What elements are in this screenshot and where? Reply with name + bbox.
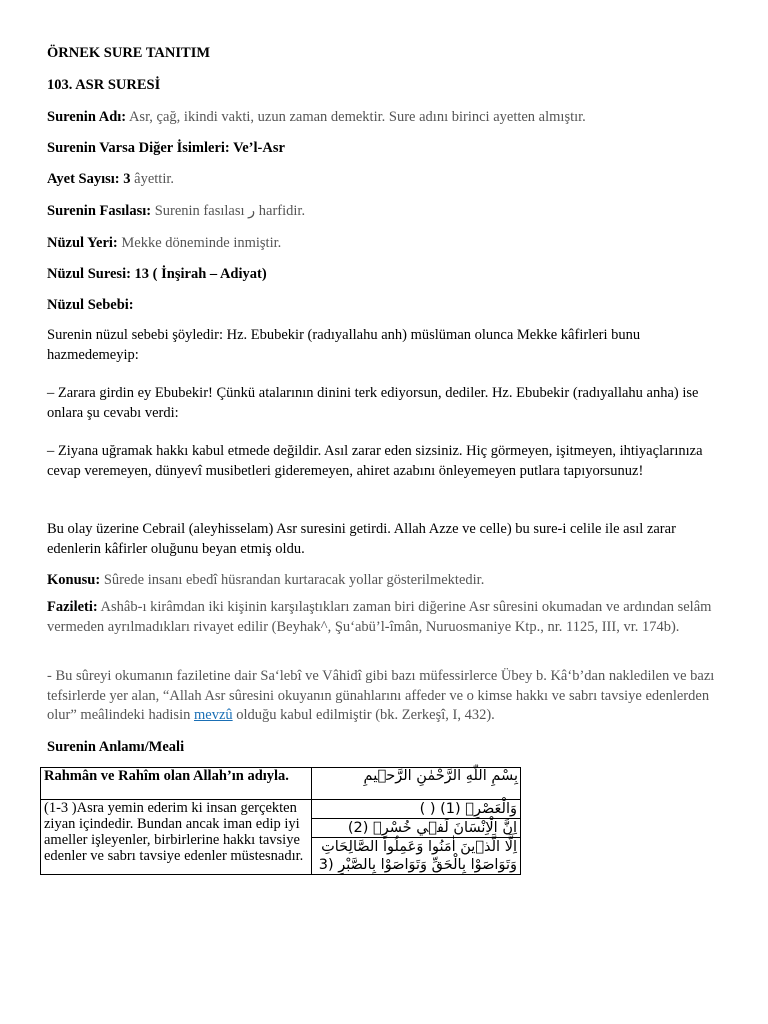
ayah-line: اِلَّا الَّذ۪ينَ اٰمَنُوا وَعَمِلُوا الصَّالِحَاتِ bbox=[321, 839, 517, 855]
info-nuzul-sebebi: Nüzul Sebebi: bbox=[47, 297, 134, 313]
info-nuzul-yeri: Nüzul Yeri: Mekke döneminde inmiştir. bbox=[47, 235, 282, 251]
table-cell-arabic: بِسْمِ اللّٰهِ الرَّحْمٰنِ الرَّح۪يمِ bbox=[312, 768, 521, 800]
table-row bbox=[41, 800, 521, 875]
ayah-line: وَتَوَاصَوْا بِالْحَقِّ وَتَوَاصَوْا بِالصَّبْرِ (3 bbox=[318, 857, 517, 873]
info-ayet-sayisi: Ayet Sayısı: 3 âyettir. bbox=[47, 171, 175, 187]
sebep-paragraph: Surenin nüzul sebebi şöyledir: Hz. Ebubekir (radıyallahu anh) müslüman olunca Mekke kâfirleri bunu hazmedemeyip: bbox=[47, 327, 641, 363]
ayah-line: وَالْعَصْرِۙ (1) ( ) bbox=[312, 800, 520, 819]
sebep-paragraph: – Zarara girdin ey Ebubekir! Çünkü atalarının dinini terk ediyorsun, dediler. Hz. Ebubekir (radıyallahu anha) ise onlara şu cevabı verdi: bbox=[47, 385, 699, 421]
meal-heading: Surenin Anlamı/Meali bbox=[47, 739, 185, 755]
fazilet-note-paragraph: - Bu sûreyi okumanın faziletine dair Sa‘lebî ve Vâhidî gibi bazı müfessirlerce Übey b. Kâ‘b’dan nakledilen ve bazı tefsirlerde yer alan, “Allah Asr sûresini okuyanın günahlarını affeder ve o kimse hakkı ve sabrı tavsiye edenlerden olur” meâlindeki hadisin mevzû olduğu kabul edilmiştir (bk. Zerkeşî, I, 432). bbox=[47, 668, 715, 723]
ayah-line: اِنَّ الْاِنْسَانَ لَف۪ي خُسْرٍۙ (2) bbox=[312, 819, 520, 838]
info-fasila: Surenin Fasılası: Surenin fasılası ر harfidir. bbox=[47, 203, 306, 219]
sure-heading: 103. ASR SURESİ bbox=[47, 77, 161, 93]
table-cell-turkish: (1-3 )Asra yemin ederim ki insan gerçekten ziyan içindedir. Bundan ancak iman edip iyi ameller işleyenler, birbirlerine hakkı tavsiye edenler ve sabrı tavsiye edenler müstesnadır. bbox=[41, 800, 312, 875]
info-sure-adi: Surenin Adı: Asr, çağ, ikindi vakti, uzun zaman demektir. Sure adını birinci ayetten almıştır. bbox=[47, 109, 586, 125]
table-row bbox=[41, 768, 521, 800]
table-cell-arabic bbox=[312, 800, 521, 875]
document-title: ÖRNEK SURE TANITIM bbox=[47, 45, 211, 61]
info-nuzul-suresi: Nüzul Suresi: 13 ( İnşirah – Adiyat) bbox=[47, 266, 267, 282]
konusu-line: Konusu: Sûrede insanı ebedî hüsrandan kurtaracak yollar gösterilmektedir. bbox=[47, 572, 485, 588]
sebep-paragraph: Bu olay üzerine Cebrail (aleyhisselam) Asr suresini getirdi. Allah Azze ve celle) bu sure-i celile ile asıl zarar edenlerin kâfirler oluğunu beyan etmiş oldu. bbox=[47, 521, 676, 557]
mevzu-link[interactable]: mevzû bbox=[193, 707, 233, 723]
meal-table bbox=[40, 767, 521, 875]
info-diger-isimler: Surenin Varsa Diğer İsimleri: Ve’l-Asr bbox=[47, 140, 285, 156]
sebep-paragraph: – Ziyana uğramak hakkı kabul etmede değildir. Asıl zarar eden sizsiniz. Hiç görmeyen, işitmeyen, ihtiyaçlarınıza cevap veremeyen, dünyevî musibetleri gideremeyen, ahiret azabını önleyemeyen putlara tapıyorsunuz! bbox=[47, 443, 703, 479]
fazileti-paragraph: Fazileti: Ashâb-ı kirâmdan iki kişinin karşılaştıkları zaman biri diğerine Asr sûresini okumadan ve ardından selâm vermeden ayrılmadıkları rivayet edilir (Beyhak^, Şu‘abü’l-îmân, Nuruosmaniye Ktp., nr. 1125, III, vr. 174b). bbox=[47, 599, 712, 635]
table-cell-turkish: Rahmân ve Rahîm olan Allah’ın adıyla. bbox=[41, 768, 312, 800]
